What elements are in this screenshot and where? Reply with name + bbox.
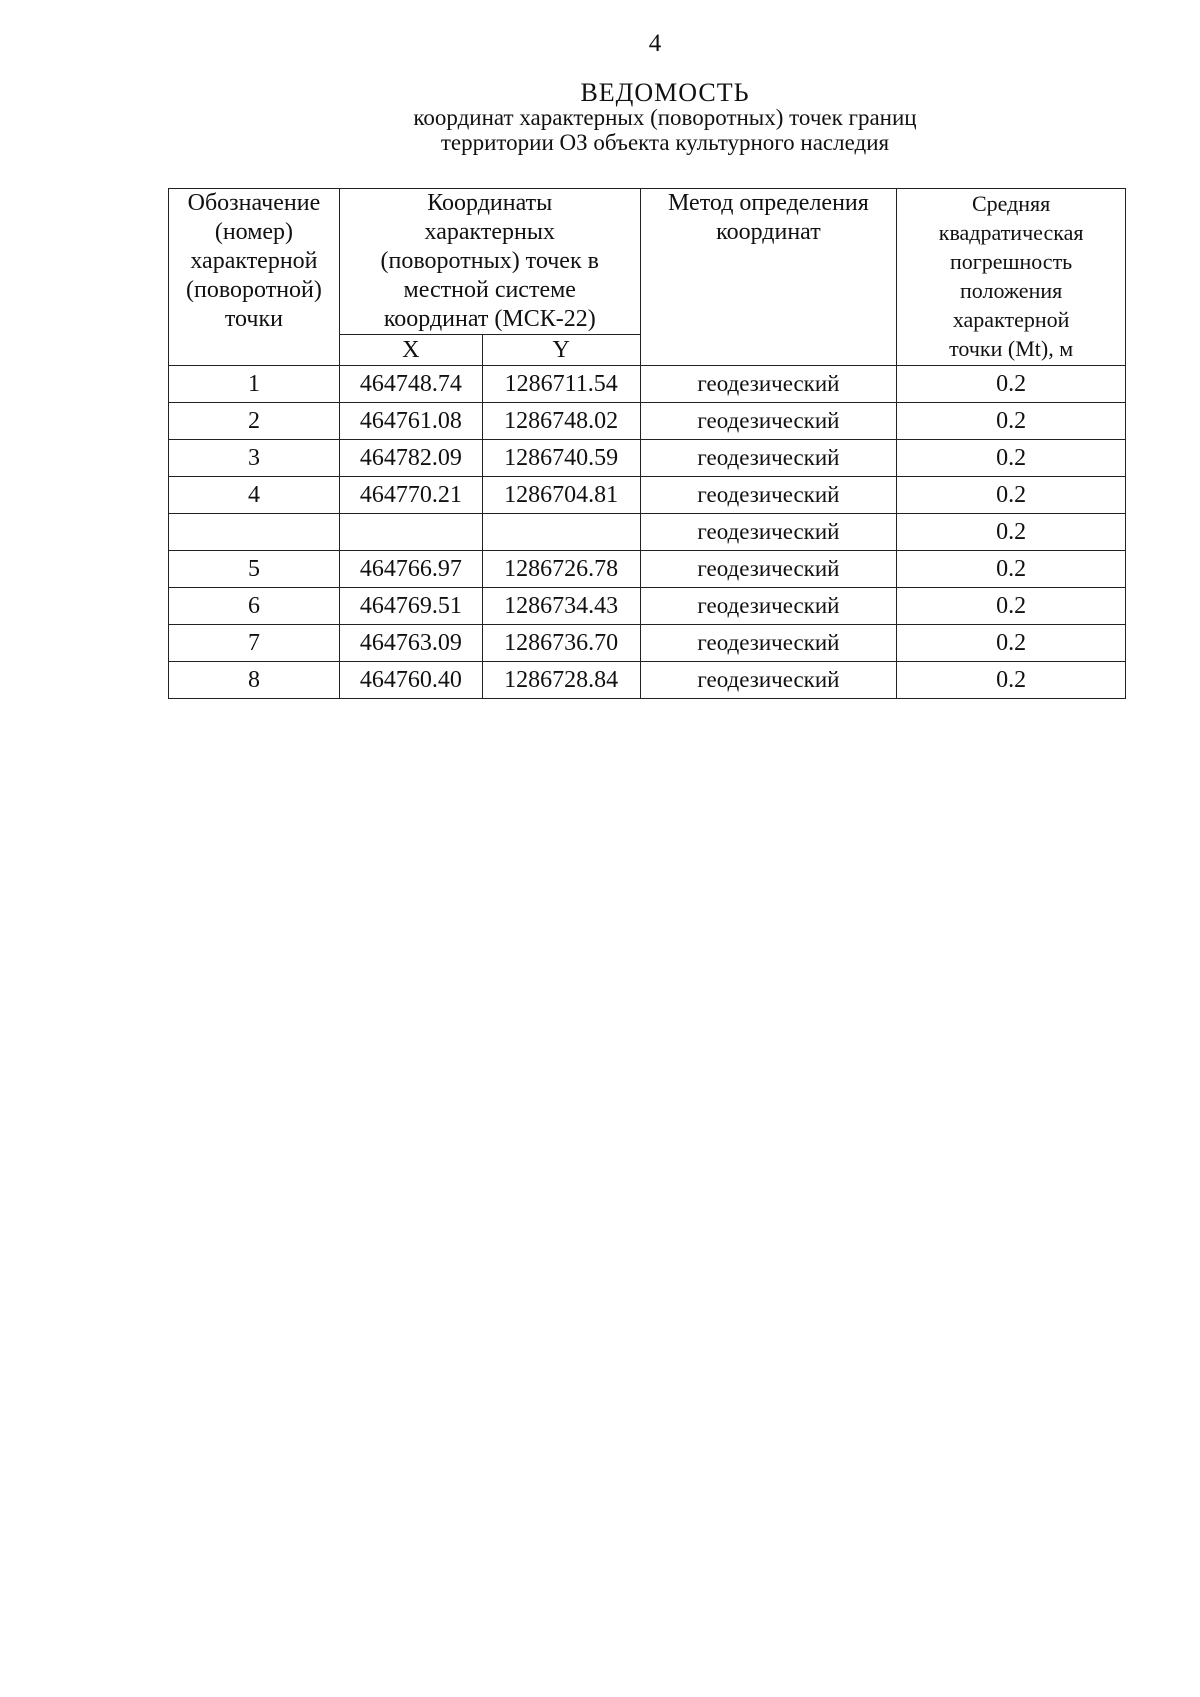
header-error-line: квадратическая (938, 220, 1084, 245)
header-coords-line: характерных (424, 219, 555, 245)
cell-x: 464782.09 (339, 440, 482, 477)
cell-y: 1286726.78 (482, 551, 640, 588)
table-row (169, 366, 1126, 403)
cell-x: 464763.09 (339, 625, 482, 662)
cell-point: 6 (169, 588, 340, 625)
header-point-line: характерной (190, 248, 318, 274)
cell-x: 464769.51 (339, 588, 482, 625)
cell-x: 464766.97 (339, 551, 482, 588)
header-error-line: Средняя (971, 191, 1051, 216)
cell-error: 0.2 (897, 588, 1126, 625)
cell-point (169, 514, 340, 551)
header-coords-line: местной системе (403, 277, 576, 303)
cell-y (482, 514, 640, 551)
cell-method: геодезический (640, 514, 897, 551)
header-error (897, 189, 1126, 366)
header-error-line: погрешность (949, 249, 1073, 274)
table-row (169, 662, 1126, 699)
cell-point: 7 (169, 625, 340, 662)
cell-error: 0.2 (897, 662, 1126, 699)
cell-y: 1286748.02 (482, 403, 640, 440)
cell-point: 2 (169, 403, 340, 440)
header-coords-line: Координаты (427, 190, 553, 216)
cell-error: 0.2 (897, 514, 1126, 551)
table-row (169, 440, 1126, 477)
header-point-line: (поворотной) (186, 277, 322, 303)
cell-point: 1 (169, 366, 340, 403)
cell-error: 0.2 (897, 625, 1126, 662)
cell-method: геодезический (640, 477, 897, 514)
title-main: ВЕДОМОСТЬ (580, 78, 750, 107)
table-row (169, 625, 1126, 662)
cell-error: 0.2 (897, 477, 1126, 514)
cell-point: 3 (169, 440, 340, 477)
cell-point: 4 (169, 477, 340, 514)
cell-method: геодезический (640, 662, 897, 699)
table-row (169, 588, 1126, 625)
header-error-line: точки (Mt), м (949, 336, 1074, 361)
cell-y: 1286736.70 (482, 625, 640, 662)
header-point-line: (номер) (214, 219, 294, 245)
header-coords (339, 189, 640, 335)
header-point-line: Обозначение (187, 190, 321, 216)
header-coords-line: координат (МСК-22) (383, 306, 596, 332)
cell-x: 464748.74 (339, 366, 482, 403)
cell-method: геодезический (640, 551, 897, 588)
cell-error: 0.2 (897, 403, 1126, 440)
table-row (169, 551, 1126, 588)
cell-method: геодезический (640, 625, 897, 662)
cell-y: 1286704.81 (482, 477, 640, 514)
page-number: 4 (648, 30, 662, 57)
cell-y: 1286711.54 (482, 366, 640, 403)
cell-x (339, 514, 482, 551)
header-point-line: точки (224, 306, 283, 332)
cell-y: 1286734.43 (482, 588, 640, 625)
header-method (640, 189, 897, 366)
cell-error: 0.2 (897, 366, 1126, 403)
cell-method: геодезический (640, 366, 897, 403)
header-point (169, 189, 340, 366)
document-title (170, 80, 1160, 155)
cell-x: 464760.40 (339, 662, 482, 699)
header-error-line: характерной (952, 307, 1070, 332)
cell-point: 5 (169, 551, 340, 588)
header-coords-line: (поворотных) точек в (380, 248, 599, 274)
header-method-line: Метод определения (668, 190, 869, 216)
header-method-line: координат (716, 219, 821, 245)
cell-point: 8 (169, 662, 340, 699)
cell-x: 464761.08 (339, 403, 482, 440)
cell-method: геодезический (640, 588, 897, 625)
cell-y: 1286740.59 (482, 440, 640, 477)
table-row (169, 403, 1126, 440)
title-line-2: территории ОЗ объекта культурного наследия (440, 130, 890, 155)
header-x: X (339, 335, 482, 366)
table-header-row (169, 189, 1126, 335)
cell-y: 1286728.84 (482, 662, 640, 699)
cell-x: 464770.21 (339, 477, 482, 514)
table-row (169, 477, 1126, 514)
cell-method: геодезический (640, 403, 897, 440)
title-line-1: координат характерных (поворотных) точек границ (413, 105, 917, 130)
table-row (169, 514, 1126, 551)
cell-error: 0.2 (897, 551, 1126, 588)
coordinates-table (168, 188, 1126, 699)
cell-error: 0.2 (897, 440, 1126, 477)
header-error-line: положения (959, 278, 1063, 303)
header-y: Y (482, 335, 640, 366)
cell-method: геодезический (640, 440, 897, 477)
